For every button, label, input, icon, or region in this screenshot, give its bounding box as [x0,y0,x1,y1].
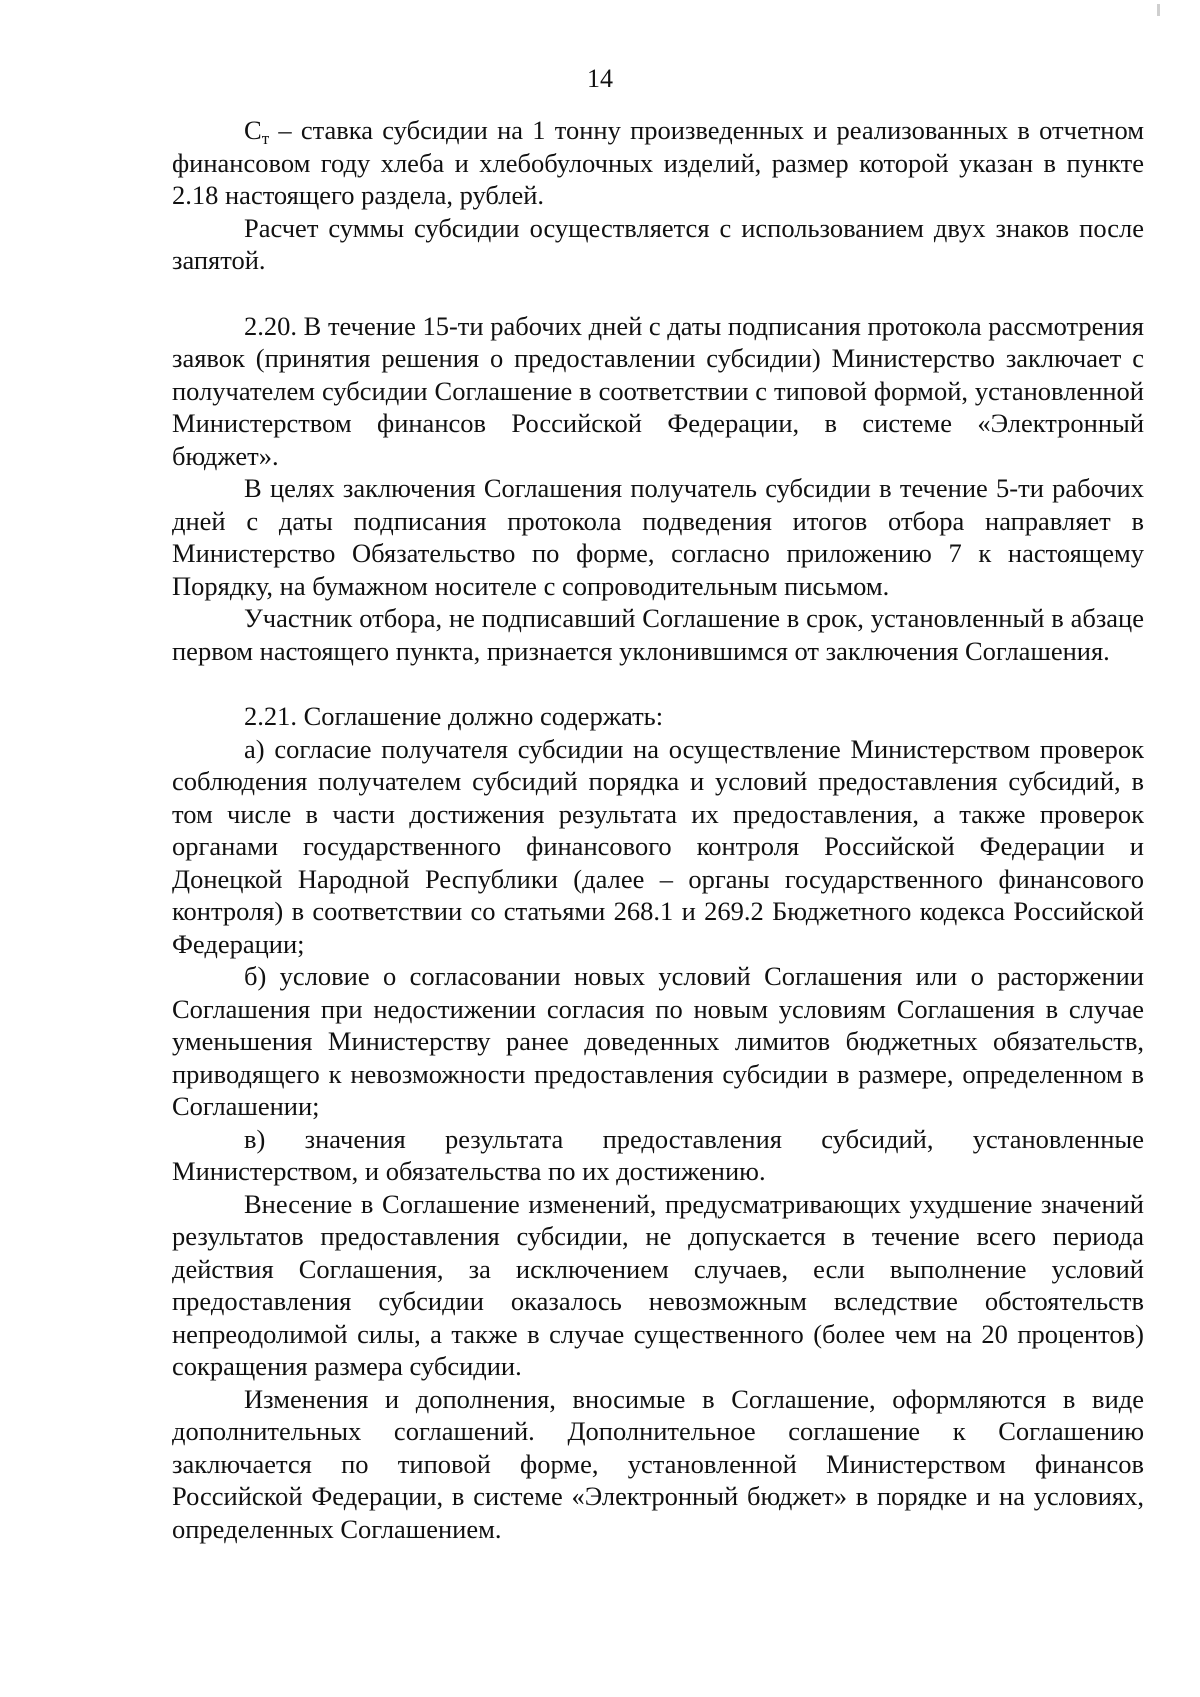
document-body [172,114,1144,1545]
paragraph-additional-agreements: Изменения и дополнения, вносимые в Соглашение, оформляются в виде дополнительных соглашений. Дополнительное соглашение к Соглашению заключается по типовой форме, установленной Министерством финансов Российской Федерации, в системе «Электронный бюджет» в порядке и на условиях, определенных Соглашением. [172,1383,1144,1544]
symbol-definition: – ставка субсидии на 1 тонну произведенных и реализованных в отчетном финансовом году хлеба и хлебобулочных изделий, размер которой указан в пункте 2.18 настоящего раздела, рублей. [172,115,1144,210]
paragraph-amendments: Внесение в Соглашение изменений, предусматривающих ухудшение значений результатов предоставления субсидии, не допускается в течение всего периода действия Соглашения, за исключением случаев, если выполнение условий предоставления субсидии оказалось невозможным вследствие обстоятельств непреодолимой силы, а также в случае существенного (более чем на 20 процентов) сокращения размера субсидии. [172,1188,1144,1381]
symbol-c: С [244,115,262,145]
list-item-a: а) согласие получателя субсидии на осуществление Министерством проверок соблюдения получателем субсидий порядка и условий предоставления субсидий, в том числе в части достижения результата их предоставления, а также проверок органами государственного финансового контроля Российской Федерации и Донецкой Народной Республики (далее – органы государственного финансового контроля) в соответствии со статьями 268.1 и 269.2 Бюджетного кодекса Российской Федерации; [172,733,1144,959]
paragraph-gap [172,277,1144,310]
paragraph-gap [172,667,1144,700]
symbol-subscript: т [261,129,270,148]
paragraph-2-20: 2.20. В течение 15-ти рабочих дней с даты подписания протокола рассмотрения заявок (принятия решения о предоставлении субсидии) Министерство заключает с получателем субсидии Соглашение в соответствии с типовой формой, установленной Министерством финансов Российской Федерации, в системе «Электронный бюджет». [172,310,1144,471]
paragraph-2-21: 2.21. Соглашение должно содержать: [244,701,664,731]
list-item-b: б) условие о согласовании новых условий Соглашения или о расторжении Соглашения при недостижении согласия по новым условиям Соглашения в случае уменьшения Министерству ранее доведенных лимитов бюджетных обязательств, приводящего к невозможности предоставления субсидии в размере, определенном в Соглашении; [172,961,1144,1121]
page-number: 14 [587,64,613,93]
scan-artifact [1157,4,1160,16]
paragraph-evasion: Участник отбора, не подписавший Соглашение в срок, установленный в абзаце первом настоящего пункта, признается уклонившимся от заключения Соглашения. [172,603,1144,666]
paragraph-ct-definition [172,114,1144,212]
paragraph-calculation: Расчет суммы субсидии осуществляется с использованием двух знаков после запятой. [172,212,1144,275]
list-item-v: в) значения результата предоставления субсидий, установленные Министерством, и обязательства по их достижению. [172,1123,1144,1186]
paragraph-obligation: В целях заключения Соглашения получатель субсидии в течение 5-ти рабочих дней с даты подписания протокола подведения итогов отбора направляет в Министерство Обязательство по форме, согласно приложению 7 к настоящему Порядку, на бумажном носителе с сопроводительным письмом. [172,473,1144,601]
